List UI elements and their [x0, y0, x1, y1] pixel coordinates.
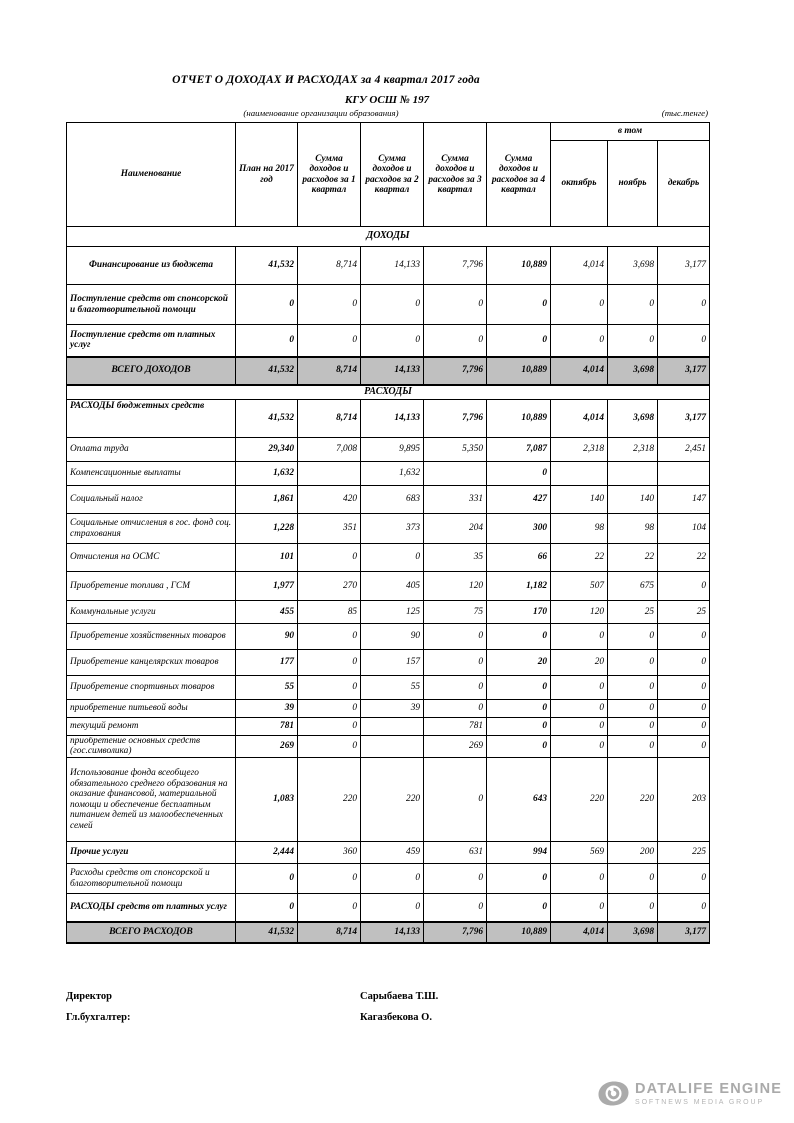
value-cell: 14,133 [361, 922, 424, 943]
row-label [67, 486, 236, 514]
row-label-text: Использование фонда всеобщего обязательного среднего образования на оказание финансовой, материальной помощи и обеспечение бесплатным питанием детей из малообеспеченных семей [70, 768, 228, 831]
value-cell: 140 [608, 486, 658, 514]
value-cell: 0 [551, 894, 608, 922]
value-cell: 0 [551, 325, 608, 357]
value-cell: 351 [298, 514, 361, 544]
value-cell: 90 [236, 624, 298, 650]
value-cell: 0 [608, 285, 658, 325]
value-cell: 0 [236, 894, 298, 922]
value-cell: 9,895 [361, 438, 424, 462]
value-cell: 140 [551, 486, 608, 514]
value-cell: 360 [298, 842, 361, 864]
value-cell: 683 [361, 486, 424, 514]
row-label-text: Оплата труда [70, 444, 129, 455]
table-row [67, 601, 710, 624]
value-cell: 0 [487, 700, 551, 718]
value-cell: 225 [658, 842, 710, 864]
row-label [67, 601, 236, 624]
row-label [67, 514, 236, 544]
value-cell: 2,318 [608, 438, 658, 462]
row-label-text: Приобретение канцелярских товаров [70, 657, 219, 668]
total-row [67, 357, 710, 385]
watermark-subtitle: SOFTNEWS MEDIA GROUP [635, 1098, 765, 1106]
value-cell: 7,796 [424, 922, 487, 943]
value-cell: 427 [487, 486, 551, 514]
value-cell: 10,889 [487, 400, 551, 438]
value-cell: 3,698 [608, 400, 658, 438]
value-cell: 0 [487, 676, 551, 700]
value-cell: 0 [424, 325, 487, 357]
row-label [67, 894, 236, 922]
value-cell: 1,228 [236, 514, 298, 544]
table-row [67, 325, 710, 357]
value-cell: 0 [608, 700, 658, 718]
row-label [67, 325, 236, 357]
value-cell: 0 [424, 676, 487, 700]
value-cell: 0 [608, 676, 658, 700]
row-label-text: Отчисления на ОСМС [70, 552, 160, 563]
value-cell: 0 [236, 864, 298, 894]
table-row [67, 718, 710, 736]
value-cell: 7,008 [298, 438, 361, 462]
value-cell: 25 [608, 601, 658, 624]
value-cell: 455 [236, 601, 298, 624]
value-cell: 0 [658, 285, 710, 325]
value-cell: 98 [551, 514, 608, 544]
value-cell: 0 [551, 864, 608, 894]
col-header-november: ноябрь [608, 141, 658, 227]
value-cell: 104 [658, 514, 710, 544]
value-cell: 8,714 [298, 400, 361, 438]
table-row [67, 676, 710, 700]
value-cell: 4,014 [551, 357, 608, 385]
value-cell: 781 [424, 718, 487, 736]
row-label-text: РАСХОДЫ бюджетных средств [70, 401, 205, 411]
table-row [67, 894, 710, 922]
value-cell: 0 [298, 864, 361, 894]
value-cell [658, 462, 710, 486]
value-cell: 0 [658, 736, 710, 758]
value-cell: 0 [361, 544, 424, 572]
value-cell: 4,014 [551, 400, 608, 438]
row-label-text: Приобретение топлива , ГСМ [70, 580, 190, 591]
table-row [67, 247, 710, 285]
value-cell: 0 [608, 718, 658, 736]
value-cell: 75 [424, 601, 487, 624]
units-note: (тыс.тенге) [661, 108, 708, 118]
value-cell: 0 [298, 325, 361, 357]
value-cell: 203 [658, 758, 710, 842]
col-header-name: Наименование [67, 123, 236, 227]
table-row [67, 736, 710, 758]
value-cell: 3,698 [608, 922, 658, 943]
value-cell: 22 [608, 544, 658, 572]
row-label [67, 922, 236, 943]
value-cell: 20 [487, 650, 551, 676]
row-label-text: Приобретение спортивных товаров [70, 682, 215, 693]
value-cell: 331 [424, 486, 487, 514]
value-cell: 2,318 [551, 438, 608, 462]
row-label [67, 438, 236, 462]
value-cell: 0 [658, 718, 710, 736]
value-cell: 0 [487, 736, 551, 758]
row-label-text: Социальные отчисления в гос. фонд соц. страхования [70, 518, 232, 539]
value-cell: 0 [424, 700, 487, 718]
org-note: (наименование организации образования) [243, 108, 399, 118]
value-cell: 0 [424, 650, 487, 676]
value-cell: 3,177 [658, 922, 710, 943]
table-row [67, 285, 710, 325]
section-row [67, 385, 710, 400]
table-row [67, 650, 710, 676]
value-cell: 29,340 [236, 438, 298, 462]
value-cell: 643 [487, 758, 551, 842]
row-label-text: Прочие услуги [70, 847, 129, 858]
value-cell: 14,133 [361, 400, 424, 438]
value-cell: 0 [608, 650, 658, 676]
row-label-text: Социальный налог [70, 494, 143, 505]
value-cell: 0 [298, 544, 361, 572]
value-cell [361, 736, 424, 758]
value-cell: 0 [298, 624, 361, 650]
value-cell [608, 462, 658, 486]
value-cell: 10,889 [487, 357, 551, 385]
value-cell: 0 [487, 718, 551, 736]
value-cell: 120 [424, 572, 487, 601]
value-cell: 55 [361, 676, 424, 700]
col-header-q2: Сумма доходов и расходов за 2 квартал [361, 123, 424, 227]
value-cell: 2,451 [658, 438, 710, 462]
value-cell: 507 [551, 572, 608, 601]
value-cell: 0 [551, 736, 608, 758]
value-cell: 41,532 [236, 357, 298, 385]
value-cell: 1,632 [236, 462, 298, 486]
value-cell: 569 [551, 842, 608, 864]
col-header-q4: Сумма доходов и расходов за 4 квартал [487, 123, 551, 227]
value-cell: 0 [487, 624, 551, 650]
row-label-text: Коммунальные услуги [70, 606, 156, 617]
value-cell: 3,177 [658, 247, 710, 285]
value-cell [298, 462, 361, 486]
row-label [67, 462, 236, 486]
value-cell: 5,350 [424, 438, 487, 462]
watermark-text [635, 1082, 782, 1106]
value-cell: 994 [487, 842, 551, 864]
value-cell: 125 [361, 601, 424, 624]
value-cell: 4,014 [551, 247, 608, 285]
value-cell: 1,083 [236, 758, 298, 842]
signatures-block [66, 991, 626, 1033]
value-cell: 220 [361, 758, 424, 842]
value-cell: 781 [236, 718, 298, 736]
accountant-name: Кагазбекова О. [360, 1012, 432, 1023]
value-cell: 8,714 [298, 357, 361, 385]
value-cell: 7,087 [487, 438, 551, 462]
value-cell: 0 [551, 676, 608, 700]
value-cell [361, 718, 424, 736]
table-row [67, 842, 710, 864]
value-cell: 631 [424, 842, 487, 864]
value-cell: 0 [658, 624, 710, 650]
col-header-vtom: в том [551, 123, 710, 141]
value-cell: 269 [424, 736, 487, 758]
row-label [67, 357, 236, 385]
section-row [67, 227, 710, 247]
row-label [67, 285, 236, 325]
value-cell: 220 [298, 758, 361, 842]
header-row-top [67, 123, 710, 141]
value-cell: 8,714 [298, 922, 361, 943]
value-cell: 0 [298, 894, 361, 922]
organization-name: КГУ ОСШ № 197 [344, 94, 430, 106]
value-cell: 101 [236, 544, 298, 572]
row-label-text: Поступление средств от платных услуг [70, 329, 216, 351]
value-cell: 0 [424, 894, 487, 922]
value-cell: 0 [658, 676, 710, 700]
accountant-label: Гл.бухгалтер: [66, 1012, 131, 1023]
row-label-text: РАСХОДЫ средств от платных услуг [70, 902, 227, 912]
value-cell: 22 [658, 544, 710, 572]
watermark-title: DATALIFE ENGINE [635, 1080, 783, 1097]
value-cell: 0 [298, 650, 361, 676]
col-header-plan: План на 2017 год [236, 123, 298, 227]
value-cell: 675 [608, 572, 658, 601]
value-cell: 373 [361, 514, 424, 544]
value-cell: 0 [658, 894, 710, 922]
value-cell: 14,133 [361, 247, 424, 285]
value-cell: 3,698 [608, 247, 658, 285]
value-cell: 66 [487, 544, 551, 572]
value-cell: 41,532 [236, 247, 298, 285]
value-cell: 0 [551, 700, 608, 718]
value-cell: 0 [658, 650, 710, 676]
page-title: ОТЧЕТ О ДОХОДАХ И РАСХОДАХ за 4 квартал 2017 года [172, 74, 480, 86]
value-cell: 0 [487, 894, 551, 922]
row-label [67, 650, 236, 676]
value-cell: 3,177 [658, 357, 710, 385]
table-row [67, 624, 710, 650]
value-cell: 10,889 [487, 247, 551, 285]
value-cell: 147 [658, 486, 710, 514]
value-cell: 1,861 [236, 486, 298, 514]
table-row [67, 462, 710, 486]
table-row [67, 486, 710, 514]
value-cell: 0 [361, 864, 424, 894]
table-row [67, 544, 710, 572]
row-label-text: ВСЕГО РАСХОДОВ [109, 925, 193, 937]
row-label-text: ВСЕГО ДОХОДОВ [111, 364, 191, 376]
row-label-text: Расходы средств от спонсорской и благотворительной помощи [70, 868, 210, 889]
row-label [67, 736, 236, 758]
value-cell: 0 [658, 700, 710, 718]
value-cell: 0 [298, 718, 361, 736]
value-cell: 4,014 [551, 922, 608, 943]
value-cell: 1,977 [236, 572, 298, 601]
report-table [66, 122, 710, 944]
value-cell [551, 462, 608, 486]
row-label [67, 676, 236, 700]
table-row [67, 864, 710, 894]
row-label-text: текущий ремонт [70, 721, 139, 732]
row-label-text: Приобретение хозяйственных товаров [70, 631, 226, 642]
row-label [67, 544, 236, 572]
table-row [67, 758, 710, 842]
row-label [67, 718, 236, 736]
table-row [67, 700, 710, 718]
value-cell: 55 [236, 676, 298, 700]
signature-row-accountant [66, 1012, 626, 1033]
value-cell: 0 [361, 285, 424, 325]
value-cell: 0 [424, 624, 487, 650]
row-label-text: приобретение питьевой воды [70, 703, 188, 714]
table-row [67, 572, 710, 601]
value-cell: 170 [487, 601, 551, 624]
value-cell: 0 [298, 736, 361, 758]
row-label-text: Поступление средств от спонсорской и благотворительной помощи [70, 294, 228, 315]
value-cell: 0 [361, 325, 424, 357]
value-cell: 3,698 [608, 357, 658, 385]
value-cell: 0 [551, 718, 608, 736]
value-cell: 10,889 [487, 922, 551, 943]
col-header-october: октябрь [551, 141, 608, 227]
signature-row-director [66, 991, 626, 1012]
row-label [67, 400, 236, 438]
value-cell: 220 [608, 758, 658, 842]
section-title: РАСХОДЫ [67, 385, 710, 400]
value-cell: 0 [424, 864, 487, 894]
value-cell: 0 [298, 676, 361, 700]
value-cell: 39 [236, 700, 298, 718]
value-cell: 0 [608, 864, 658, 894]
row-label [67, 864, 236, 894]
value-cell: 7,796 [424, 357, 487, 385]
col-header-december: декабрь [658, 141, 710, 227]
value-cell: 39 [361, 700, 424, 718]
value-cell: 7,796 [424, 247, 487, 285]
section-title: ДОХОДЫ [67, 227, 710, 247]
value-cell: 0 [551, 624, 608, 650]
value-cell: 22 [551, 544, 608, 572]
row-label [67, 624, 236, 650]
value-cell: 0 [487, 864, 551, 894]
row-label [67, 758, 236, 842]
value-cell: 177 [236, 650, 298, 676]
notes-line [66, 108, 708, 122]
value-cell: 14,133 [361, 357, 424, 385]
value-cell: 405 [361, 572, 424, 601]
value-cell: 0 [608, 624, 658, 650]
value-cell: 220 [551, 758, 608, 842]
value-cell: 0 [487, 285, 551, 325]
value-cell: 25 [658, 601, 710, 624]
value-cell: 300 [487, 514, 551, 544]
value-cell: 0 [236, 325, 298, 357]
value-cell: 20 [551, 650, 608, 676]
value-cell: 0 [424, 758, 487, 842]
value-cell: 120 [551, 601, 608, 624]
director-name: Сарыбаева Т.Ш. [360, 991, 439, 1002]
row-label [67, 700, 236, 718]
value-cell: 1,182 [487, 572, 551, 601]
value-cell: 0 [424, 285, 487, 325]
value-cell [424, 462, 487, 486]
row-label-text: приобретение основных средств (гос.символика) [70, 737, 201, 756]
value-cell: 269 [236, 736, 298, 758]
value-cell: 0 [487, 462, 551, 486]
value-cell: 35 [424, 544, 487, 572]
datalife-watermark [598, 1081, 782, 1106]
row-label-text: Финансирование из бюджета [89, 260, 213, 271]
value-cell: 200 [608, 842, 658, 864]
value-cell: 0 [361, 894, 424, 922]
row-label [67, 842, 236, 864]
col-header-q1: Сумма доходов и расходов за 1 квартал [298, 123, 361, 227]
value-cell: 0 [551, 285, 608, 325]
value-cell: 157 [361, 650, 424, 676]
datalife-eye-icon [598, 1081, 629, 1106]
row-label-text: Компенсационные выплаты [70, 468, 181, 479]
value-cell: 459 [361, 842, 424, 864]
director-label: Директор [66, 991, 112, 1002]
value-cell: 3,177 [658, 400, 710, 438]
value-cell: 85 [298, 601, 361, 624]
value-cell: 0 [298, 700, 361, 718]
value-cell: 8,714 [298, 247, 361, 285]
value-cell: 270 [298, 572, 361, 601]
value-cell: 7,796 [424, 400, 487, 438]
value-cell: 0 [608, 894, 658, 922]
value-cell: 2,444 [236, 842, 298, 864]
value-cell: 0 [236, 285, 298, 325]
table-row [67, 438, 710, 462]
row-label [67, 572, 236, 601]
value-cell: 41,532 [236, 922, 298, 943]
value-cell: 90 [361, 624, 424, 650]
value-cell: 98 [608, 514, 658, 544]
value-cell: 0 [298, 285, 361, 325]
col-header-q3: Сумма доходов и расходов за 3 квартал [424, 123, 487, 227]
row-label [67, 247, 236, 285]
table-row [67, 400, 710, 438]
value-cell: 204 [424, 514, 487, 544]
value-cell: 0 [487, 325, 551, 357]
value-cell: 0 [658, 325, 710, 357]
value-cell: 0 [658, 572, 710, 601]
table-row [67, 514, 710, 544]
value-cell: 0 [608, 736, 658, 758]
value-cell: 0 [658, 864, 710, 894]
value-cell: 41,532 [236, 400, 298, 438]
total-row [67, 922, 710, 943]
value-cell: 420 [298, 486, 361, 514]
value-cell: 0 [608, 325, 658, 357]
value-cell: 1,632 [361, 462, 424, 486]
